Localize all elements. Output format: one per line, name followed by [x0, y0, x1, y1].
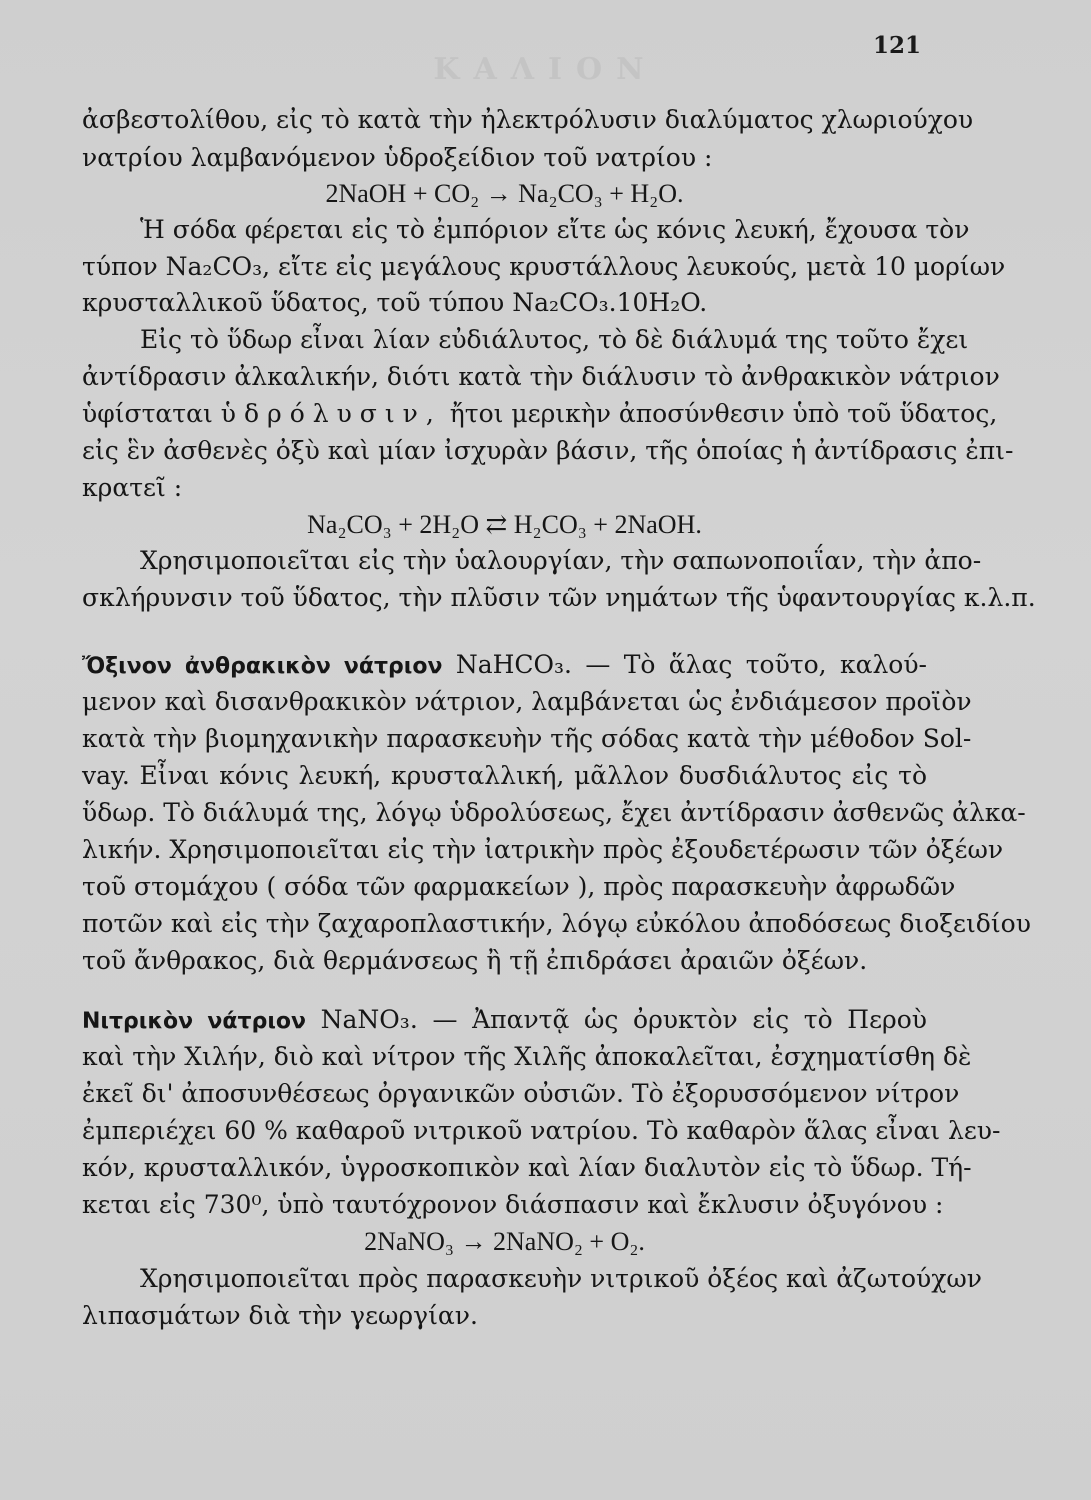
nitrate-decomposition-equation: 2NaNO₃ → 2NaNO₂ + O₂.: [364, 1227, 645, 1256]
nitrate-line-5: κόν, κρυσταλλικόν, ὑγροσκοπικὸν καὶ λίαν διαλυτὸν εἰς τὸ ὕδωρ. Τή-: [82, 1153, 972, 1182]
bicarbonate-line-6: λικήν. Χρησιμοποιεῖται εἰς τὴν ἰατρικὴν πρὸς ἐξουδετέρωσιν τῶν ὀξέων: [82, 835, 1004, 864]
soda-line-1: Ἡ σόδα φέρεται εἰς τὸ ἐμπόριον εἴτε ὡς κόνις λευκή, ἔχουσα τὸν: [140, 215, 970, 244]
bicarbonate-line-1: [82, 645, 927, 685]
naoh-co2-equation: 2NaOH + CO₂ → Na₂CO₃ + H₂O.: [325, 179, 684, 208]
intro-line-1: ἀσβεστολίθου, εἰς τὸ κατὰ τὴν ἠλεκτρόλυσιν διαλύματος χλωριούχου: [82, 105, 974, 134]
water-line-3: [82, 394, 998, 434]
bicarbonate-line-4: vay. Εἶναι κόνις λευκή, κρυσταλλική, μᾶλλον δυσδιάλυτος εἰς τὸ: [82, 761, 927, 790]
nitrate-uses-line-1: Χρησιμοποιεῖται πρὸς παρασκευὴν νιτρικοῦ ὀξέος καὶ ἀζωτούχων: [140, 1264, 982, 1293]
water-line-3-end: ἤτοι μερικὴν ἀποσύνθεσιν ὑπὸ τοῦ ὕδατος,: [449, 399, 998, 428]
bicarbonate-line-9: τοῦ ἄνθρακος, διὰ θερμάνσεως ἢ τῇ ἐπιδράσει ἀραιῶν ὀξέων.: [82, 946, 868, 975]
water-line-3-start: ὑφίσταται: [82, 399, 213, 428]
soda-uses-line-2: σκλήρυνσιν τοῦ ὕδατος, τὴν πλῦσιν τῶν νημάτων τῆς ὑφαντουργίας κ.λ.π.: [82, 583, 1036, 612]
nitrate-formula: NaNO₃.: [320, 1005, 418, 1034]
water-line-5: κρατεῖ :: [82, 473, 183, 502]
soda-line-3: κρυσταλλικοῦ ὕδατος, τοῦ τύπου Na₂CO₃.10H₂O.: [82, 288, 708, 317]
bicarbonate-line-7: τοῦ στομάχου ( σόδα τῶν φαρμακείων ), πρὸς παρασκευὴν ἀφρωδῶν: [82, 872, 956, 901]
bicarbonate-line-5: ὕδωρ. Τὸ διάλυμά της, λόγῳ ὑδρολύσεως, ἔχει ἀντίδρασιν ἀσθενῶς ἀλκα-: [82, 798, 1026, 827]
bicarbonate-line-8: ποτῶν καὶ εἰς τὴν ζαχαροπλαστικήν, λόγῳ εὐκόλου ἀποδόσεως διοξειδίου: [82, 909, 1031, 938]
nitrate-line-1-rest: — Ἀπαντᾷ ὡς ὀρυκτὸν εἰς τὸ Περοὺ: [432, 1005, 927, 1034]
nitrate-line-3: ἐκεῖ δι' ἀποσυνθέσεως ὀργανικῶν οὐσιῶν. Τὸ ἐξορυσσόμενον νίτρον: [82, 1079, 960, 1108]
intro-line-2: νατρίου λαμβανόμενον ὑδροξείδιον τοῦ νατρίου :: [82, 143, 713, 172]
hydrolysis-spaced-term: ὑδρόλυσιν,: [220, 399, 442, 428]
water-line-2: ἀντίδρασιν ἀλκαλικήν, διότι κατὰ τὴν διάλυσιν τὸ ἀνθρακικὸν νάτριον: [82, 362, 1000, 391]
water-line-1: Εἰς τὸ ὕδωρ εἶναι λίαν εὐδιάλυτος, τὸ δὲ διάλυμά της τοῦτο ἔχει: [140, 325, 969, 354]
bicarbonate-line-2: μενον καὶ δισανθρακικὸν νάτριον, λαμβάνεται ὡς ἐνδιάμεσον προϊὸν: [82, 687, 972, 716]
nitrate-line-2: καὶ τὴν Χιλήν, διὸ καὶ νίτρον τῆς Χιλῆς ἀποκαλεῖται, ἐσχηματίσθη δὲ: [82, 1042, 972, 1071]
hydrolysis-equilibrium-equation: Na₂CO₃ + 2H₂O ⇄ H₂CO₃ + 2NaOH.: [307, 510, 702, 539]
bicarbonate-line-3: κατὰ τὴν βιομηχανικὴν παρασκευὴν τῆς σόδας κατὰ τὴν μέθοδον Sol-: [82, 724, 972, 753]
soda-line-2: τύπον Na₂CO₃, εἴτε εἰς μεγάλους κρυστάλλους λευκούς, μετὰ 10 μορίων: [82, 252, 1006, 281]
water-line-4: εἰς ἓν ἀσθενὲς ὀξὺ καὶ μίαν ἰσχυρὰν βάσιν, τῆς ὁποίας ἡ ἀντίδρασις ἐπι-: [82, 436, 1014, 465]
page-number: 121: [872, 32, 921, 59]
nitrate-line-1: [82, 1000, 927, 1040]
nitrate-line-4: ἐμπεριέχει 60 % καθαροῦ νιτρικοῦ νατρίου. Τὸ καθαρὸν ἅλας εἶναι λευ-: [82, 1116, 1001, 1145]
running-head-faint: ΚΑΛΙΟΝ: [433, 52, 658, 87]
bicarbonate-formula: NaHCO₃.: [455, 650, 573, 679]
soda-uses-line-1: Χρησιμοποιεῖται εἰς τὴν ὑαλουργίαν, τὴν σαπωνοποιΐαν, τὴν ἀπο-: [140, 546, 982, 575]
nitrate-heading: Νιτρικὸν νάτριον: [82, 1009, 306, 1034]
nitrate-uses-line-2: λιπασμάτων διὰ τὴν γεωργίαν.: [82, 1301, 478, 1330]
bicarbonate-heading: Ὄξινον ἀνθρακικὸν νάτριον: [82, 654, 443, 679]
bicarbonate-line-1-rest: — Τὸ ἅλας τοῦτο, καλού-: [585, 650, 927, 679]
nitrate-line-6: κεται εἰς 730⁰, ὑπὸ ταυτόχρονον διάσπασιν καὶ ἔκλυσιν ὀξυγόνου :: [82, 1190, 944, 1219]
